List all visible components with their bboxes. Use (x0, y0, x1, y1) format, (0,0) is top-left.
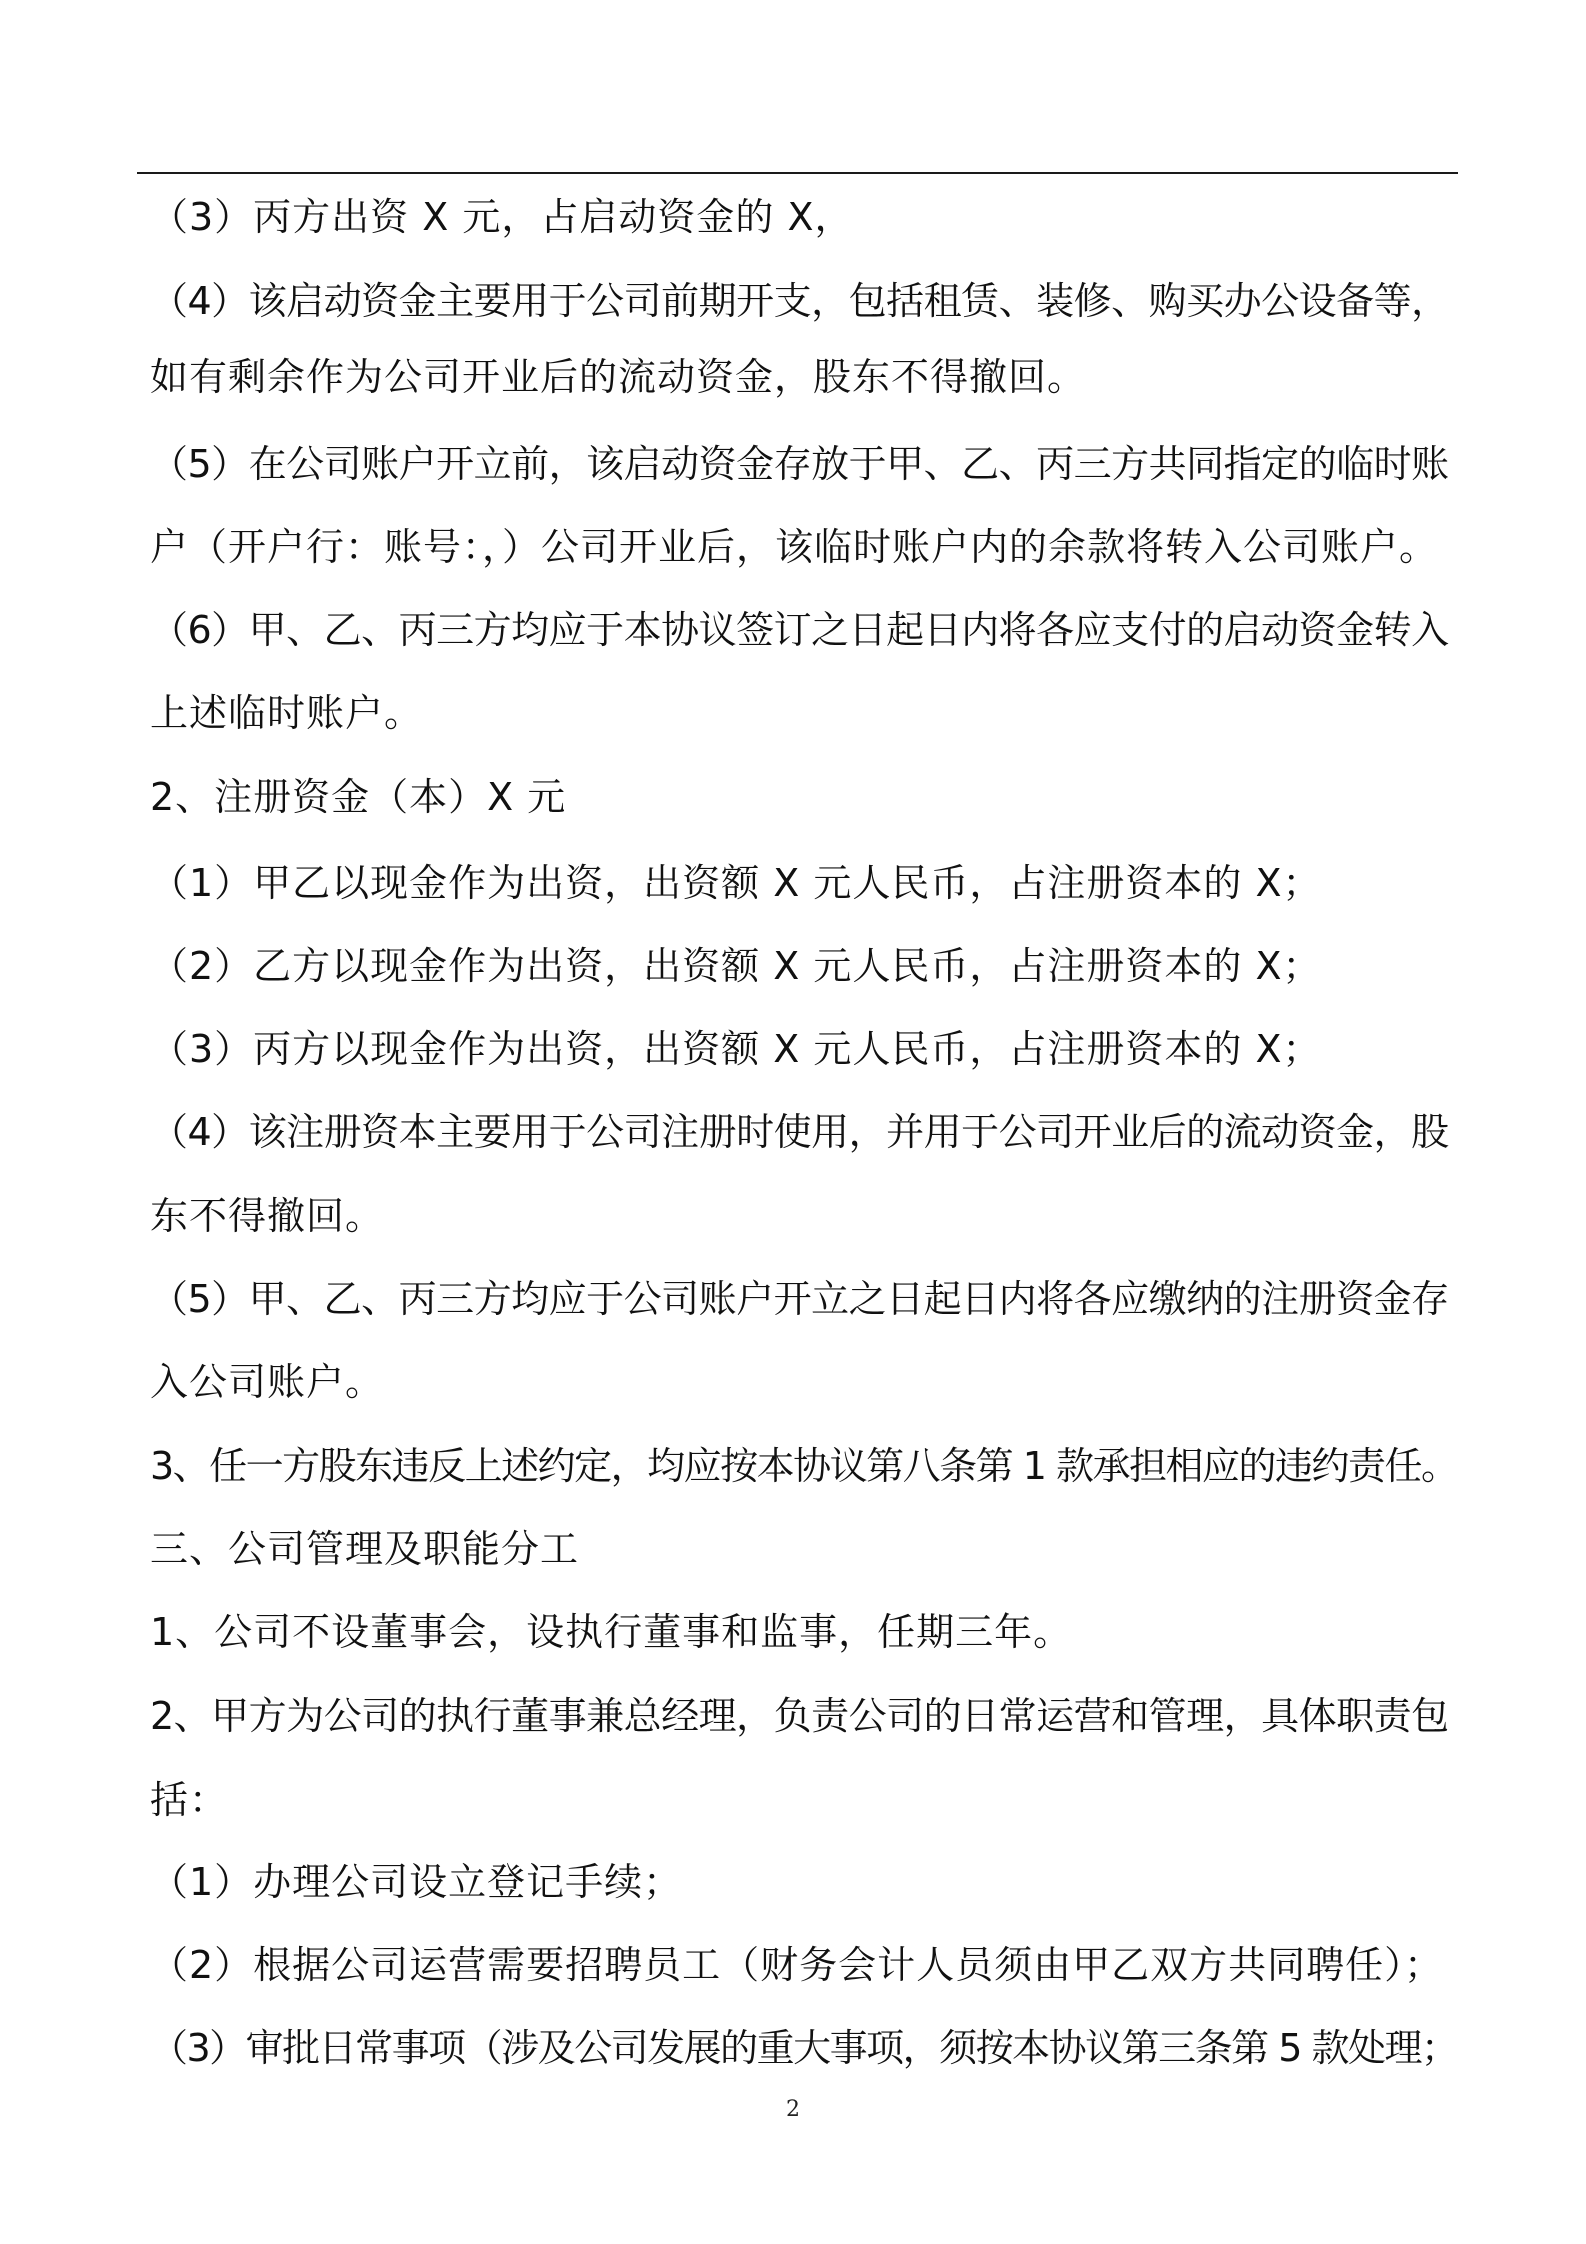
text-line: （4）该启动资金主要用于公司前期开支，包括租赁、装修、购买办公设备等， (150, 279, 1449, 323)
page-number: 2 (786, 2097, 800, 2122)
text-line: 2、甲方为公司的执行董事兼总经理，负责公司的日常运营和管理，具体职责包 (150, 1694, 1449, 1738)
text-line: （2）乙方以现金作为出资，出资额 X 元人民币，占注册资本的 X； (150, 944, 1322, 988)
text-line: 户（开户行：账号：，）公司开业后，该临时账户内的余款将转入公司账户。 (150, 525, 1439, 569)
text-line: 如有剩余作为公司开业后的流动资金，股东不得撤回。 (150, 355, 1087, 399)
text-line: （3）丙方出资 X 元，占启动资金的 X， (150, 195, 854, 239)
text-line: （3）审批日常事项（涉及公司发展的重大事项，须按本协议第三条第 5 款处理； (150, 2026, 1458, 2070)
section-heading: 三、公司管理及职能分工 (150, 1527, 580, 1571)
text-line: 括： (150, 1778, 229, 1822)
text-line: （2）根据公司运营需要招聘员工（财务会计人员须由甲乙双方共同聘任）； (150, 1943, 1444, 1987)
text-line: （3）丙方以现金作为出资，出资额 X 元人民币，占注册资本的 X； (150, 1027, 1322, 1071)
text-line: （1）办理公司设立登记手续； (150, 1860, 683, 1904)
text-line: 2、注册资金（本）X 元 (150, 775, 567, 819)
header-rule (137, 172, 1458, 174)
text-line: 东不得撤回。 (150, 1194, 385, 1238)
text-line: （6）甲、乙、丙三方均应于本协议签订之日起日内将各应支付的启动资金转入 (150, 608, 1449, 652)
text-line: （5）在公司账户开立前，该启动资金存放于甲、乙、丙三方共同指定的临时账 (150, 442, 1449, 486)
text-line: 上述临时账户。 (150, 691, 424, 735)
text-line: （5）甲、乙、丙三方均应于公司账户开立之日起日内将各应缴纳的注册资金存 (150, 1277, 1449, 1321)
text-line: （1）甲乙以现金作为出资，出资额 X 元人民币，占注册资本的 X； (150, 861, 1322, 905)
text-line: 1、公司不设董事会，设执行董事和监事，任期三年。 (150, 1610, 1073, 1654)
text-line: 入公司账户。 (150, 1360, 385, 1404)
text-line: 3、任一方股东违反上述约定，均应按本协议第八条第 1 款承担相应的违约责任。 (150, 1444, 1458, 1488)
text-line: （4）该注册资本主要用于公司注册时使用，并用于公司开业后的流动资金，股 (150, 1110, 1449, 1154)
